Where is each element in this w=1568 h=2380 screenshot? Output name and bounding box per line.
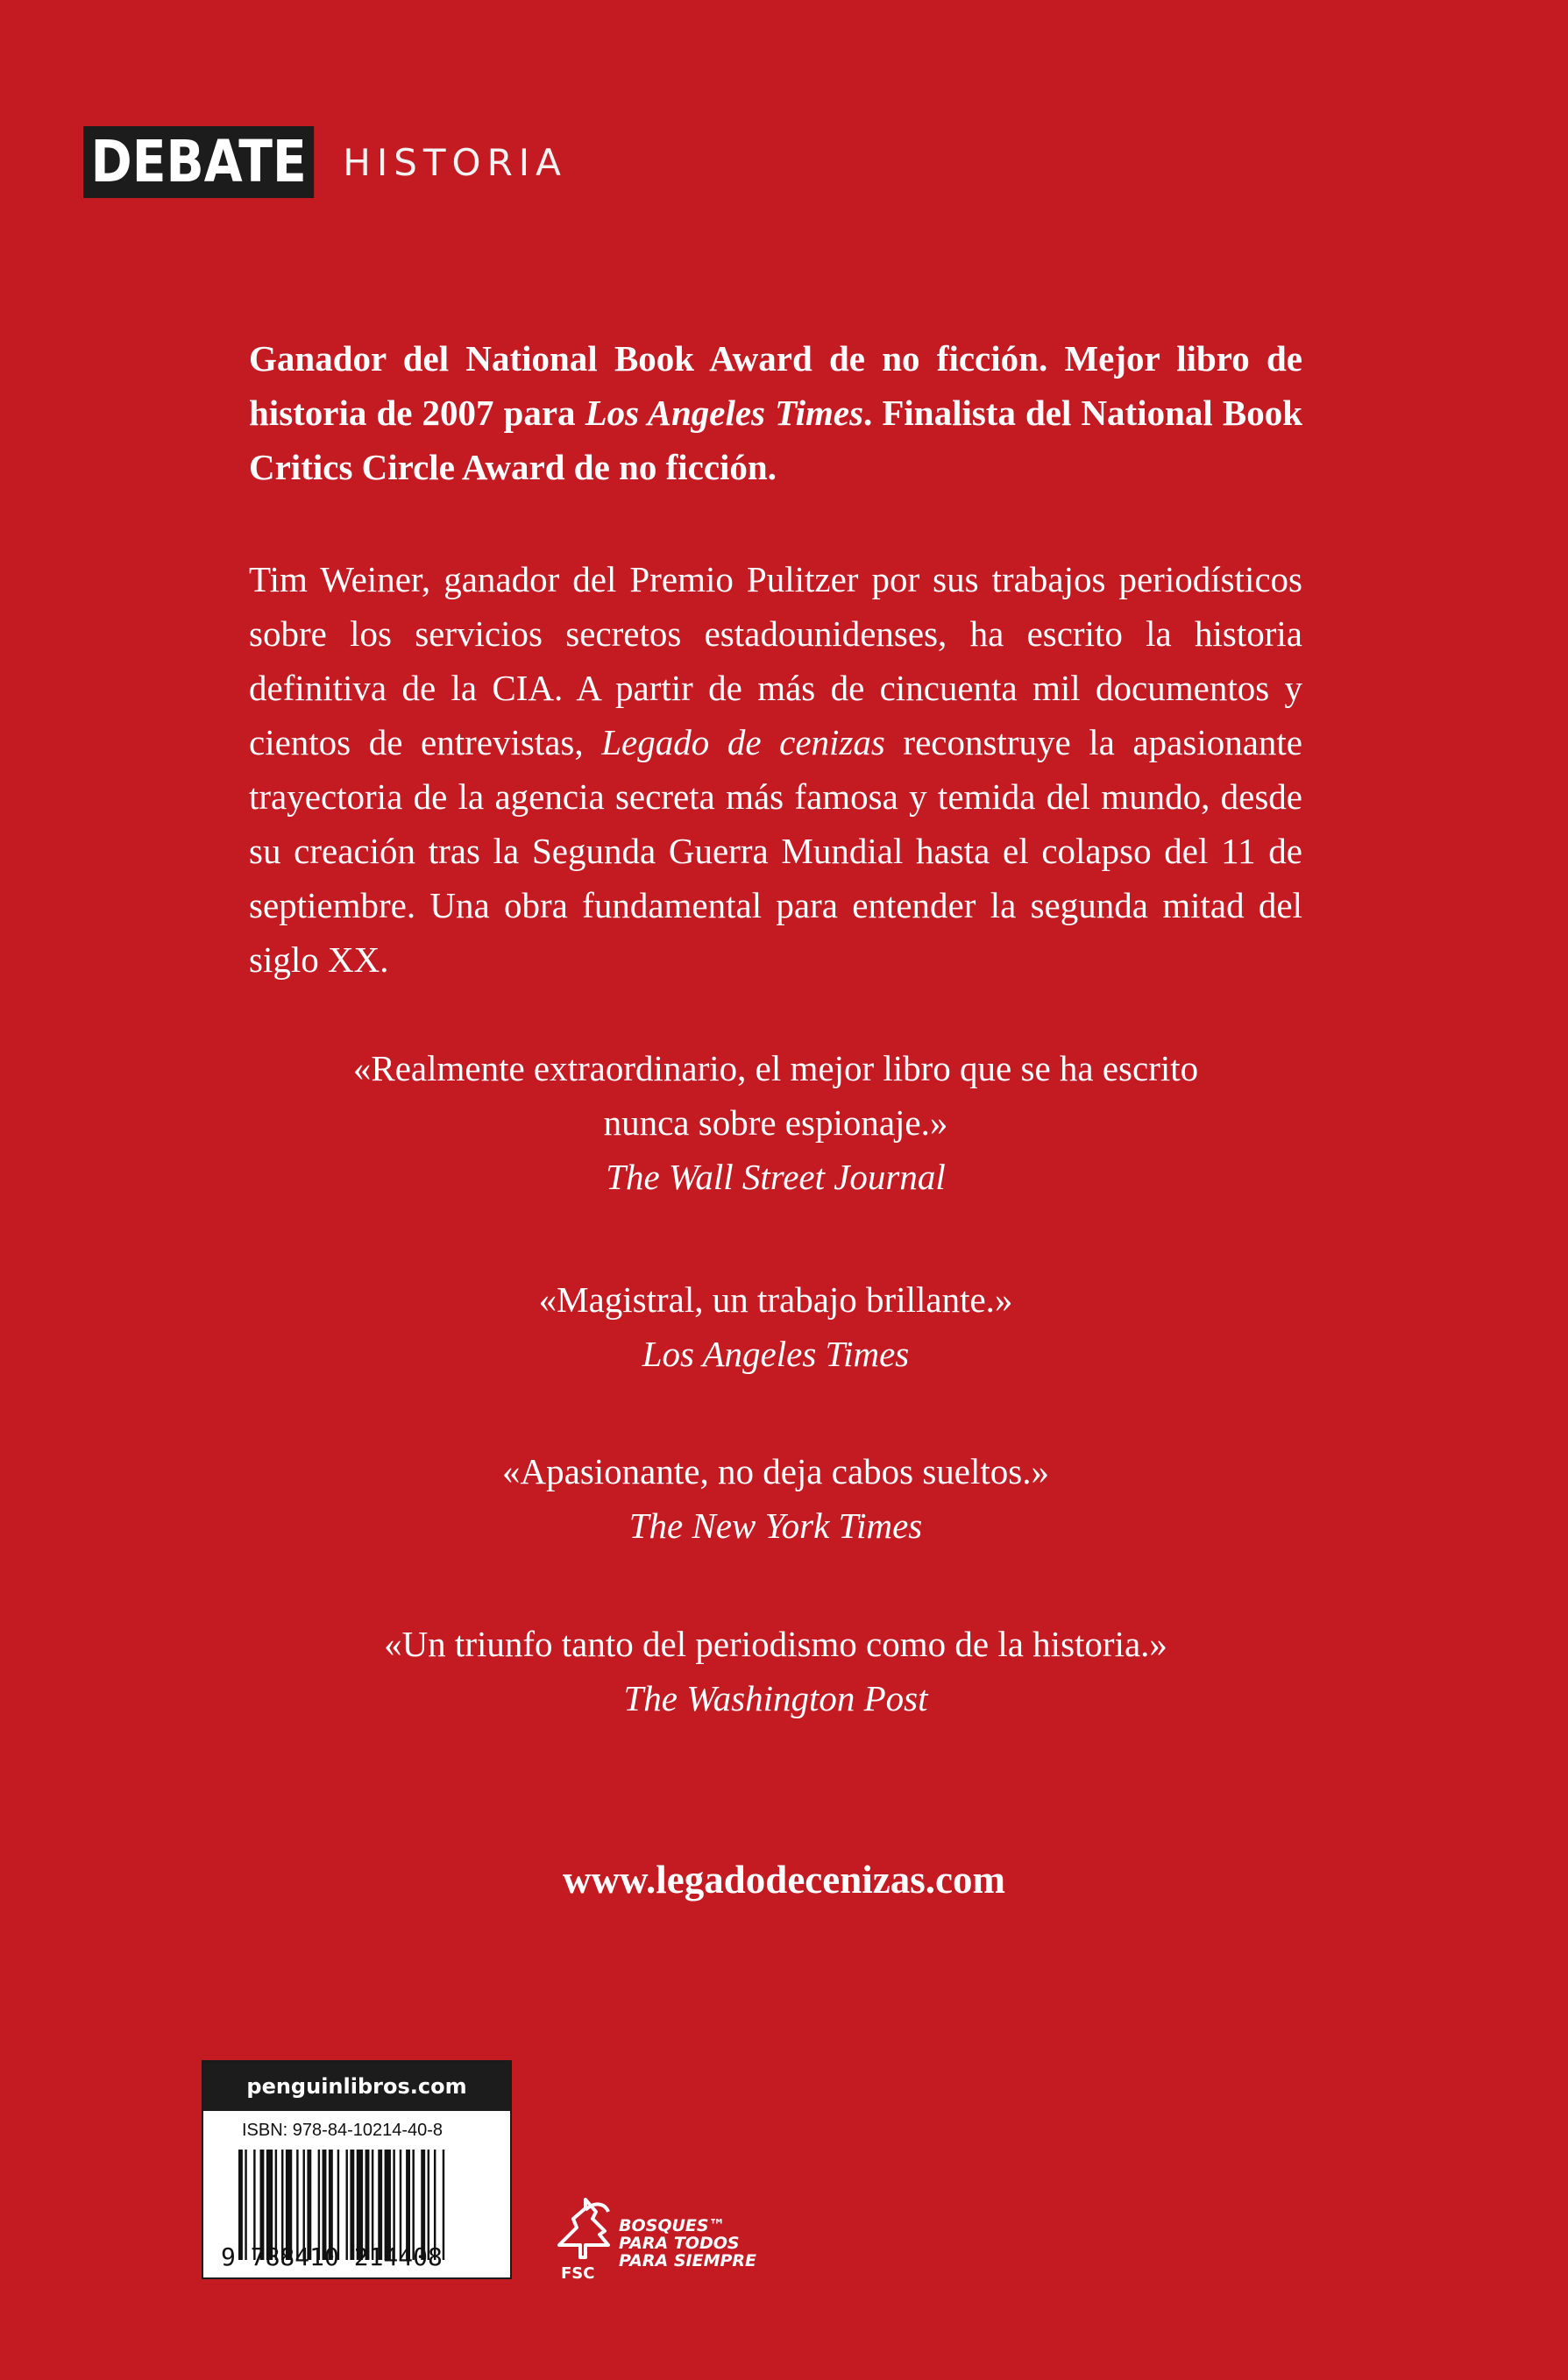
synopsis-text-2: reconstruye la apasionante trayectoria de la agencia secreta más famosa y temida del mundo, desde su creación tras la Segunda Guerra Mundial hasta el colapso del 11 de septiembre. Una obra fundamental para entender la segunda mitad del siglo XX.	[249, 722, 1302, 980]
quote-source: The Wall Street Journal	[606, 1157, 946, 1197]
publisher-name: DEBATE	[83, 126, 314, 198]
awards-text-1: Ganador del National Book Award de no ficción. Mejor libro de historia de 2007 para	[249, 338, 1302, 433]
isbn-label: ISBN: 978-84-10214-40-8	[242, 2121, 443, 2140]
fsc-line1: BOSQUES™	[619, 2216, 726, 2235]
synopsis-italic: Legado de cenizas	[601, 722, 885, 762]
quote-wsj	[249, 1041, 1302, 1204]
quote-source: The Washington Post	[623, 1678, 928, 1718]
quote-lat	[249, 1272, 1302, 1381]
quote-text: «Un triunfo tanto del periodismo como de la historia.»	[384, 1624, 1167, 1664]
website-url: www.legadodecenizas.com	[563, 1858, 1005, 1902]
barcode-site: penguinlibros.com	[203, 2062, 510, 2111]
collection-name: HISTORIA	[343, 140, 567, 184]
fsc-slogan	[619, 2217, 756, 2270]
barcode-digits: 9 788410 214408	[221, 2242, 443, 2271]
quote-source: The New York Times	[628, 1505, 923, 1546]
awards-paragraph	[249, 331, 1302, 494]
awards-italic: Los Angeles Times	[585, 393, 864, 433]
synopsis-text-1: Tim Weiner, ganador del Premio Pulitzer por sus trabajos periodísticos sobre los servicios secretos estadounidenses, ha escrito la historia definitiva de la CIA. A partir de más de cincuenta mil documentos y cientos de entrevistas,	[249, 559, 1302, 762]
fsc-badge	[550, 2192, 770, 2289]
synopsis-paragraph	[249, 552, 1302, 987]
quote-text: «Apasionante, no deja cabos sueltos.»	[502, 1451, 1049, 1491]
publisher-logo	[83, 126, 567, 198]
quote-text-line1: «Realmente extraordinario, el mejor libro que se ha escrito	[352, 1048, 1199, 1088]
barcode-panel	[202, 2060, 512, 2279]
quote-wapo	[249, 1617, 1302, 1725]
awards-text-2: . Finalista del National Book Critics Circle Award de no ficción.	[249, 393, 1302, 487]
quote-text: «Magistral, un trabajo brillante.»	[538, 1279, 1013, 1320]
quote-text-line2: nunca sobre espionaje.»	[603, 1102, 948, 1143]
fsc-label: FSC	[561, 2264, 595, 2283]
fsc-line3: PARA SIEMPRE	[619, 2251, 757, 2270]
quote-source: Los Angeles Times	[642, 1334, 910, 1374]
fsc-line2: PARA TODOS	[619, 2234, 740, 2253]
quote-nyt	[249, 1444, 1302, 1553]
